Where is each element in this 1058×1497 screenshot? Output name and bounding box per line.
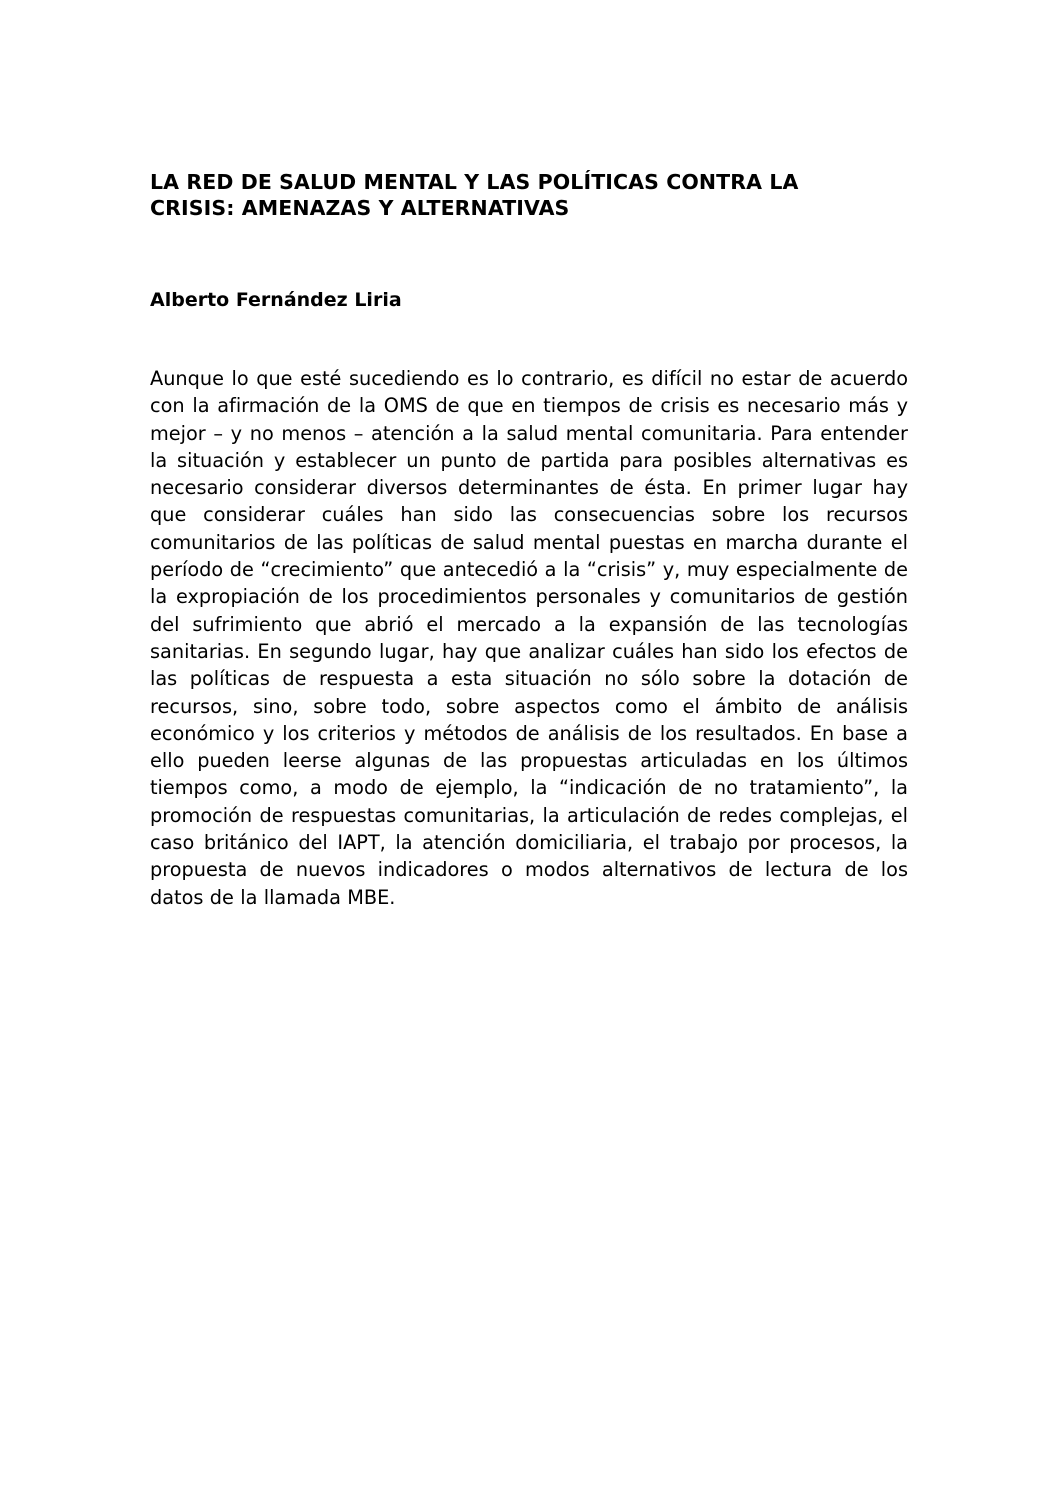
abstract-paragraph: Aunque lo que esté sucediendo es lo contrario, es difícil no estar de acuerdo con la afirmación de la OMS de que en tiempos de crisis es necesario más y mejor – y no menos – atención a la salud mental comunitaria. Para entender la situación y establecer un punto de partida para posibles alternativas es necesario considerar diversos determinantes de ésta. En primer lugar hay que considerar cuáles han sido las consecuencias sobre los recursos comunitarios de las políticas de salud mental puestas en marcha durante el período de “crecimiento” que antecedió a la “crisis” y, muy especialmente de la expropiación de los procedimientos personales y comunitarios de gestión del sufrimiento que abrió el mercado a la expansión de las tecnologías sanitarias. En segundo lugar, hay que analizar cuáles han sido los efectos de las políticas de respuesta a esta situación no sólo sobre la dotación de recursos, sino, sobre todo, sobre aspectos como el ámbito de análisis económico y los criterios y métodos de análisis de los resultados. En base a ello pueden leerse algunas de las propuestas articuladas en los últimos tiempos como, a modo de ejemplo, la “indicación de no tratamiento”, la promoción de respuestas comunitarias, la articulación de redes complejas, el caso británico del IAPT, la atención domiciliaria, el trabajo por procesos, la propuesta de nuevos indicadores o modos alternativos de lectura de los datos de la llamada MBE. — [150, 367, 908, 909]
author-name: Alberto Fernández Liria — [150, 289, 402, 311]
page-title-line-1: LA RED DE SALUD MENTAL Y LAS POLÍTICAS CONTRA LA — [150, 170, 799, 194]
page-title — [150, 170, 908, 221]
document-content — [150, 170, 908, 911]
page-title-line-2: CRISIS: AMENAZAS Y ALTERNATIVAS — [150, 195, 570, 220]
